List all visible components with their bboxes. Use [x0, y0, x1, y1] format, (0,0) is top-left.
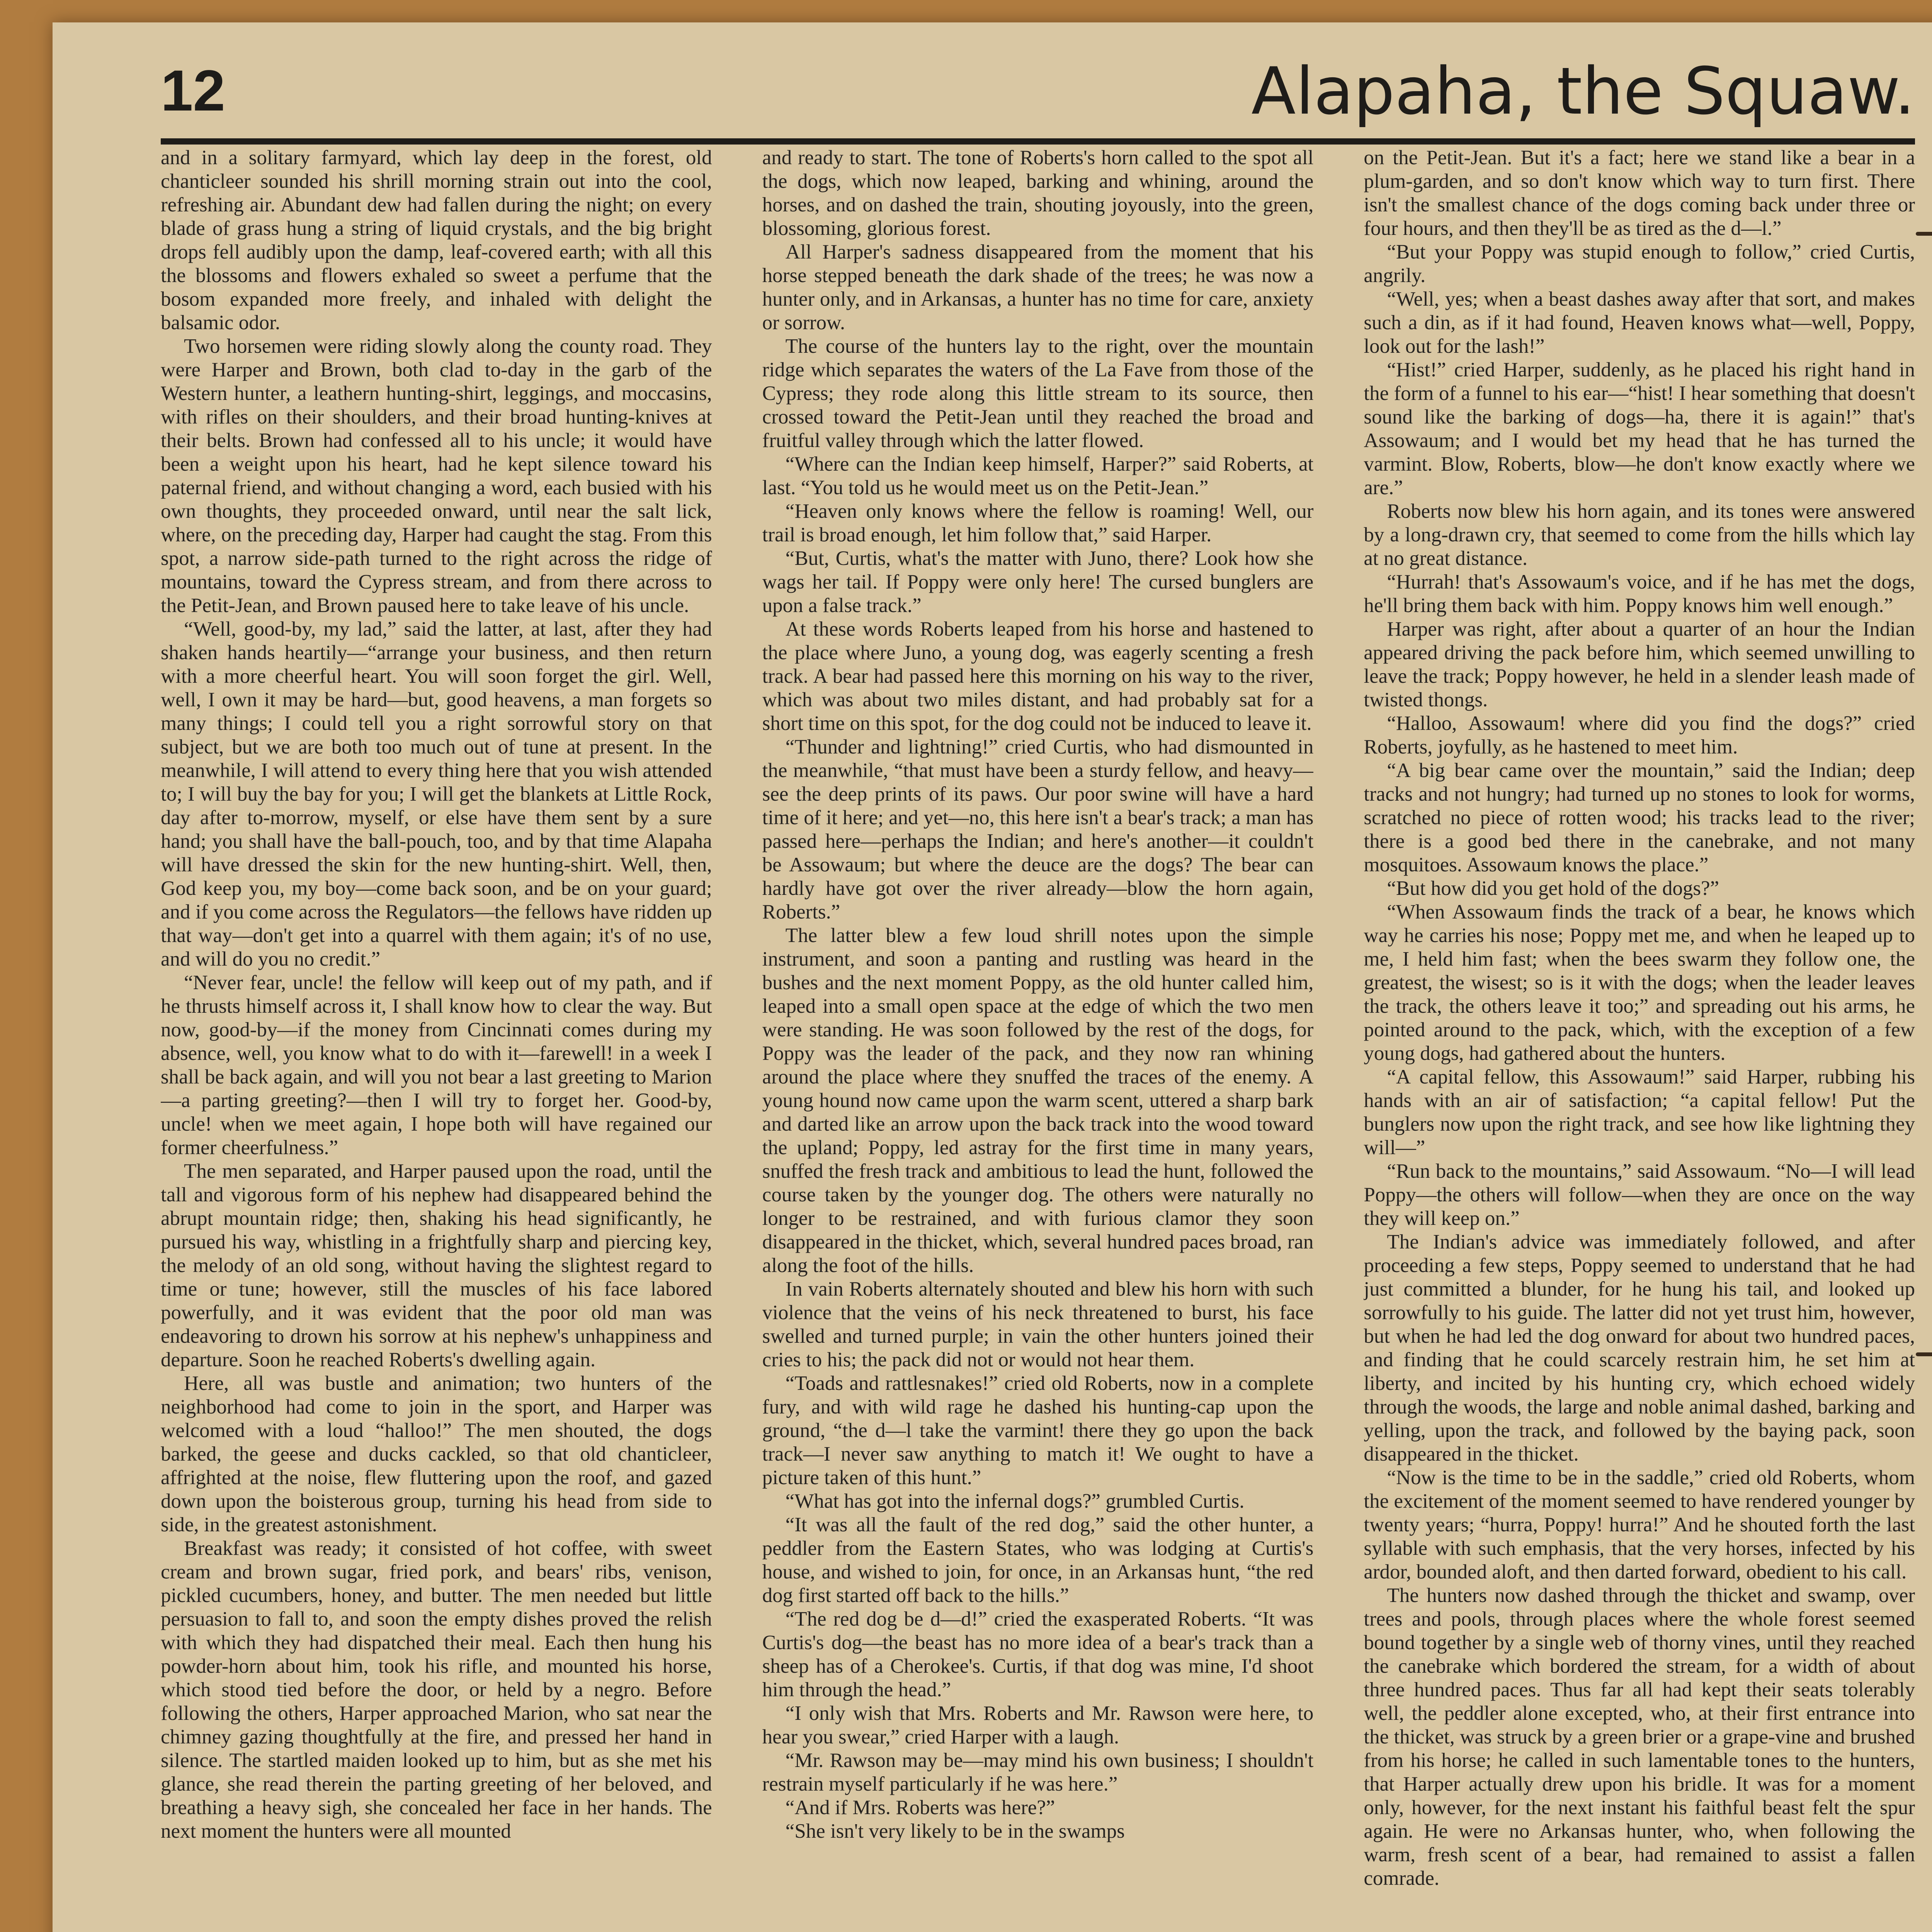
paragraph: Here, all was bustle and animation; two hunters of the neighborhood had come to join in the sport, and Harper was welcomed with a loud “halloo!” The men shouted, the dogs barked, the geese and ducks cackled, so that old chanticleer, affrighted at the noise, flew fluttering upon the roof, and gazed down upon the boisterous group, turning his head from side to side, in the greatest astonishment. — [161, 1372, 712, 1536]
paragraph: “Well, good-by, my lad,” said the latter, at last, after they had shaken hands heartily—“arrange your business, and then return with a more cheerful heart. You will soon forget the girl. Well, well, I own it may be hard—but, good heavens, a man forgets so many things; I could tell you a right sorrowful story on that subject, but we are both too much out of tune at present. In the meanwhile, I will attend to every thing here that you wish attended to; I will buy the bay for you; I will get the blankets at Little Rock, day after to-morrow, myself, or else have them sent by a sure hand; you shall have the ball-pouch, too, and by that time Alapaha will have dressed the skin for the new hunting-shirt. Well, then, God keep you, my boy—come back soon, and be on your guard; and if you come across the Regulators—the fellows have ridden up that way—don't get into a quarrel with them again; it's of no use, and will do you no credit.” — [161, 618, 712, 970]
paragraph: “Hist!” cried Harper, suddenly, as he placed his right hand in the form of a funnel to his ear—“hist! I hear something that doesn't sound like the barking of dogs—ha, there it is again!” that's Assowaum; and I would bet my head that he has turned the varmint. Blow, Roberts, blow—he don't know exactly where we are.” — [1364, 359, 1915, 499]
paragraph: Two horsemen were riding slowly along the county road. They were Harper and Brown, both clad to-day in the garb of the Western hunter, a leathern hunting-shirt, leggings, and moccasins, with rifles on their shoulders, and their broad hunting-knives at their belts. Brown had confessed all to his uncle; it would have been a weight upon his heart, had he kept silence toward his paternal friend, and without changing a word, each busied with his own thoughts, they proceeded onward, until near the salt lick, where, on the preceding day, Harper had caught the stag. From this spot, a narrow side-path turned to the right across the ridge of mountains, toward the Cypress stream, and from there across to the Petit-Jean, and Brown paused here to take leave of his uncle. — [161, 335, 712, 617]
binding-hole — [1916, 1352, 1932, 1356]
paragraph: “Thunder and lightning!” cried Curtis, who had dismounted in the meanwhile, “that must have been a sturdy fellow, and heavy—see the deep prints of its paws. Our poor swine will have a hard time of it here; and yet—no, this here isn't a bear's track; a man has passed here—perhaps the Indian; and here's another—it couldn't be Assowaum; but where the deuce are the dogs? The bear can hardly have got over the river already—blow the horn again, Roberts.” — [762, 736, 1314, 923]
paragraph: “But, Curtis, what's the matter with Juno, there? Look how she wags her tail. If Poppy were only here! The cursed bunglers are upon a false track.” — [762, 547, 1314, 617]
page-number: 12 — [161, 58, 225, 123]
paragraph: “When Assowaum finds the track of a bear, he knows which way he carries his nose; Poppy met me, and when he leaped up to me, I held him fast; when the bees swarm they follow one, the greatest, the wisest; so is it with the dogs; when the leader leaves the track, the others leave it too;” and spreading out his arms, he pointed around to the pack, which, with the exception of a few young dogs, had gathered about the hunters. — [1364, 901, 1915, 1065]
paragraph: All Harper's sadness disappeared from the moment that his horse stepped beneath the dark shade of the trees; he was now a hunter only, and in Arkansas, a hunter has no time for care, anxiety or sorrow. — [762, 241, 1314, 334]
paragraph: In vain Roberts alternately shouted and blew his horn with such violence that the veins of his neck threatened to burst, his face swelled and turned purple; in vain the other hunters joined their cries to his; the pack did not or would not hear them. — [762, 1278, 1314, 1371]
paragraph: “Toads and rattlesnakes!” cried old Roberts, now in a complete fury, and with wild rage he dashed his hunting-cap upon the ground, “the d—l take the varmint! there they go upon the back track—I never saw anything to match it! We ought to have a picture taken of this hunt.” — [762, 1372, 1314, 1489]
paragraph: “Never fear, uncle! the fellow will keep out of my path, and if he thrusts himself across it, I shall know how to clear the way. But now, good-by—if the money from Cincinnati comes during my absence, well, you know what to do with it—farewell! in a week I shall be back again, and will you not bear a last greeting to Marion—a parting greeting?—then I will try to forget her. Good-by, uncle! when we meet again, I hope both will have regained our former cheerfulness.” — [161, 971, 712, 1159]
paragraph: on the Petit-Jean. But it's a fact; here we stand like a bear in a plum-garden, and so don't know which way to turn first. There isn't the smallest chance of the dogs coming back under three or four hours, and then they'll be as tired as the d—l.” — [1364, 146, 1915, 240]
paragraph: “Hurrah! that's Assowaum's voice, and if he has met the dogs, he'll bring them back with him. Poppy knows him well enough.” — [1364, 571, 1915, 617]
paragraph: and ready to start. The tone of Roberts's horn called to the spot all the dogs, which now leaped, barking and whining, around the horses, and on dashed the train, shouting joyously, into the green, blossoming, glorious forest. — [762, 146, 1314, 240]
paragraph: “Run back to the mountains,” said Assowaum. “No—I will lead Poppy—the others will follow—when they are once on the way they will keep on.” — [1364, 1160, 1915, 1230]
paragraph: The course of the hunters lay to the right, over the mountain ridge which separates the waters of the La Fave from those of the Cypress; they rode along this little stream to its source, then crossed toward the Petit-Jean until they reached the broad and fruitful valley through which the latter flowed. — [762, 335, 1314, 452]
paragraph: “Well, yes; when a beast dashes away after that sort, and makes such a din, as if it had found, Heaven knows what—well, Poppy, look out for the lash!” — [1364, 288, 1915, 357]
paragraph: Harper was right, after about a quarter of an hour the Indian appeared driving the pack before him, which seemed unwilling to leave the track; Poppy however, he held in a slender leash made of twisted thongs. — [1364, 618, 1915, 711]
paragraph: Breakfast was ready; it consisted of hot coffee, with sweet cream and brown sugar, fried pork, and bears' ribs, venison, pickled cucumbers, honey, and butter. The men needed but little persuasion to fall to, and soon the empty dishes proved the relish with which they had dispatched their meal. Each then hung his powder-horn about him, took his rifle, and mounted his horse, which stood tied before the door, or held by a negro. Before following the others, Harper approached Marion, who sat near the chimney gazing thoughtfully at the fire, and pressed her hand in silence. The startled maiden looked up to him, but as she met his glance, she read therein the parting greeting of her beloved, and breathing a heavy sigh, she concealed her face in her hands. The next moment the hunters were all mounted — [161, 1537, 712, 1842]
paragraph: “But your Poppy was stupid enough to follow,” cried Curtis, angrily. — [1364, 241, 1915, 287]
text-columns — [161, 146, 1915, 1932]
paragraph: “Where can the Indian keep himself, Harper?” said Roberts, at last. “You told us he would meet us on the Petit-Jean.” — [762, 453, 1314, 499]
paragraph: “Mr. Rawson may be—may mind his own business; I shouldn't restrain myself particularly if he was here.” — [762, 1749, 1314, 1795]
paragraph: “Heaven only knows where the fellow is roaming! Well, our trail is broad enough, let him follow that,” said Harper. — [762, 500, 1314, 546]
paragraph: “Now is the time to be in the saddle,” cried old Roberts, whom the excitement of the moment seemed to have rendered younger by twenty years; “hurra, Poppy! hurra!” And he shouted forth the last syllable with such emphasis, that the very horses, infected by his ardor, bounded aloft, and then darted forward, obedient to his call. — [1364, 1466, 1915, 1583]
binding-hole — [1916, 232, 1932, 236]
paragraph: “And if Mrs. Roberts was here?” — [785, 1796, 1055, 1819]
text-column-3 — [1364, 146, 1915, 1932]
paragraph: The latter blew a few loud shrill notes upon the simple instrument, and soon a panting and rustling was heard in the bushes and the next moment Poppy, as the old hunter called him, leaped into a small open space at the edge of which the two men were standing. He was soon followed by the rest of the dogs, for Poppy was the leader of the pack, and they now ran whining around the place where they snuffed the traces of the enemy. A young hound now came upon the warm scent, uttered a sharp bark and darted like an arrow upon the back track into the wood toward the upland; Poppy, led astray for the first time in many years, snuffed the fresh track and ambitious to lead the hunt, followed the course taken by the younger dog. The others were naturally no longer to be restrained, and with furious clamor they soon disappeared in the thicket, which, several hundred paces broad, ran along the foot of the hills. — [762, 924, 1314, 1277]
page-header — [161, 53, 1915, 145]
paragraph: “It was all the fault of the red dog,” said the other hunter, a peddler from the Eastern States, who was lodging at Curtis's house, and wished to join, for once, in an Arkansas hunt, “the red dog first started off back to the hills.” — [762, 1514, 1314, 1607]
text-column-2 — [762, 146, 1314, 1932]
paragraph: The Indian's advice was immediately followed, and after proceeding a few steps, Poppy seemed to understand that he had just committed a blunder, for he hung his tail, and looked up sorrowfully to his guide. The latter did not yet trust him, however, but when he had led the dog onward for about two hundred paces, and finding that he could scarcely restrain him, he set him at liberty, and incited by his hunting cry, which echoed widely through the woods, the large and noble animal dashed, barking and yelling, upon the track, and followed by the baying pack, soon disappeared in the thicket. — [1364, 1231, 1915, 1465]
paragraph: “A capital fellow, this Assowaum!” said Harper, rubbing his hands with an air of satisfaction; “a capital fellow! Put the bunglers now upon the right track, and see how like lightning they will—” — [1364, 1066, 1915, 1159]
paragraph: The hunters now dashed through the thicket and swamp, over trees and pools, through places where the whole forest seemed bound together by a single web of thorny vines, until they reached the canebrake which bordered the stream, for a width of about three hundred paces. Thus far all had kept their seats tolerably well, the peddler alone excepted, who, at their first entrance into the thicket, was struck by a green brier or a grape-vine and brushed from his horse; he called in such lamentable tones to the hunters, that Harper actually drew upon his bridle. It was for a moment only, however, for the next instant his faithful beast felt the spur again. He were no Arkansas hunter, who, when following the warm, fresh scent of a bear, had remained to assist a fallen comrade. — [1364, 1584, 1915, 1889]
paragraph: At these words Roberts leaped from his horse and hastened to the place where Juno, a young dog, was eagerly scenting a fresh track. A bear had passed here this morning on his way to the river, which was about two miles distant, and had probably sat for a short time on this spot, for the dog could not be induced to leave it. — [762, 618, 1314, 735]
paragraph: “Halloo, Assowaum! where did you find the dogs?” cried Roberts, joyfully, as he hastened to meet him. — [1364, 712, 1915, 758]
paragraph: “She isn't very likely to be in the swamps — [785, 1820, 1125, 1842]
paragraph: The men separated, and Harper paused upon the road, until the tall and vigorous form of his nephew had disappeared behind the abrupt mountain ridge; then, shaking his head significantly, he pursued his way, whistling in a frightfully sharp and piercing key, the melody of an old song, without having the slightest regard to time or tune; however, still the muscles of his face labored powerfully, and it was evident that the poor old man was endeavoring to drown his sorrow at his nephew's unhappiness and departure. Soon he reached Roberts's dwelling again. — [161, 1160, 712, 1371]
paragraph: “But how did you get hold of the dogs?” — [1387, 877, 1719, 900]
paragraph: and in a solitary farmyard, which lay deep in the forest, old chanticleer sounded his shrill morning strain out into the cool, refreshing air. Abundant dew had fallen during the night; on every blade of grass hung a string of liquid crystals, and the big bright drops fell audibly upon the damp, leaf-covered earth; with all this the blossoms and flowers exhaled so sweet a perfume that the bosom expanded more freely, and inhaled with delight the balsamic odor. — [161, 146, 712, 334]
running-title: Alapaha, the Squaw. — [1251, 53, 1915, 129]
text-column-1 — [161, 146, 712, 1932]
paragraph: “What has got into the infernal dogs?” grumbled Curtis. — [785, 1490, 1245, 1512]
paragraph: “The red dog be d—d!” cried the exasperated Roberts. “It was Curtis's dog—the beast has no more idea of a bear's track than a sheep has of a Cherokee's. Curtis, if that dog was mine, I'd shoot him through the head.” — [762, 1608, 1314, 1701]
paragraph: Roberts now blew his horn again, and its tones were answered by a long-drawn cry, that seemed to come from the hills which lay at no great distance. — [1364, 500, 1915, 570]
magazine-page — [53, 22, 1932, 1932]
paragraph: “A big bear came over the mountain,” said the Indian; deep tracks and not hungry; had turned up no stones to look for worms, scratched no piece of rotten wood; his tracks lead to the river; there is a good bed there in the canebrake, and not many mosquitoes. Assowaum knows the place.” — [1364, 759, 1915, 876]
paragraph: “I only wish that Mrs. Roberts and Mr. Rawson were here, to hear you swear,” cried Harper with a laugh. — [762, 1702, 1314, 1748]
